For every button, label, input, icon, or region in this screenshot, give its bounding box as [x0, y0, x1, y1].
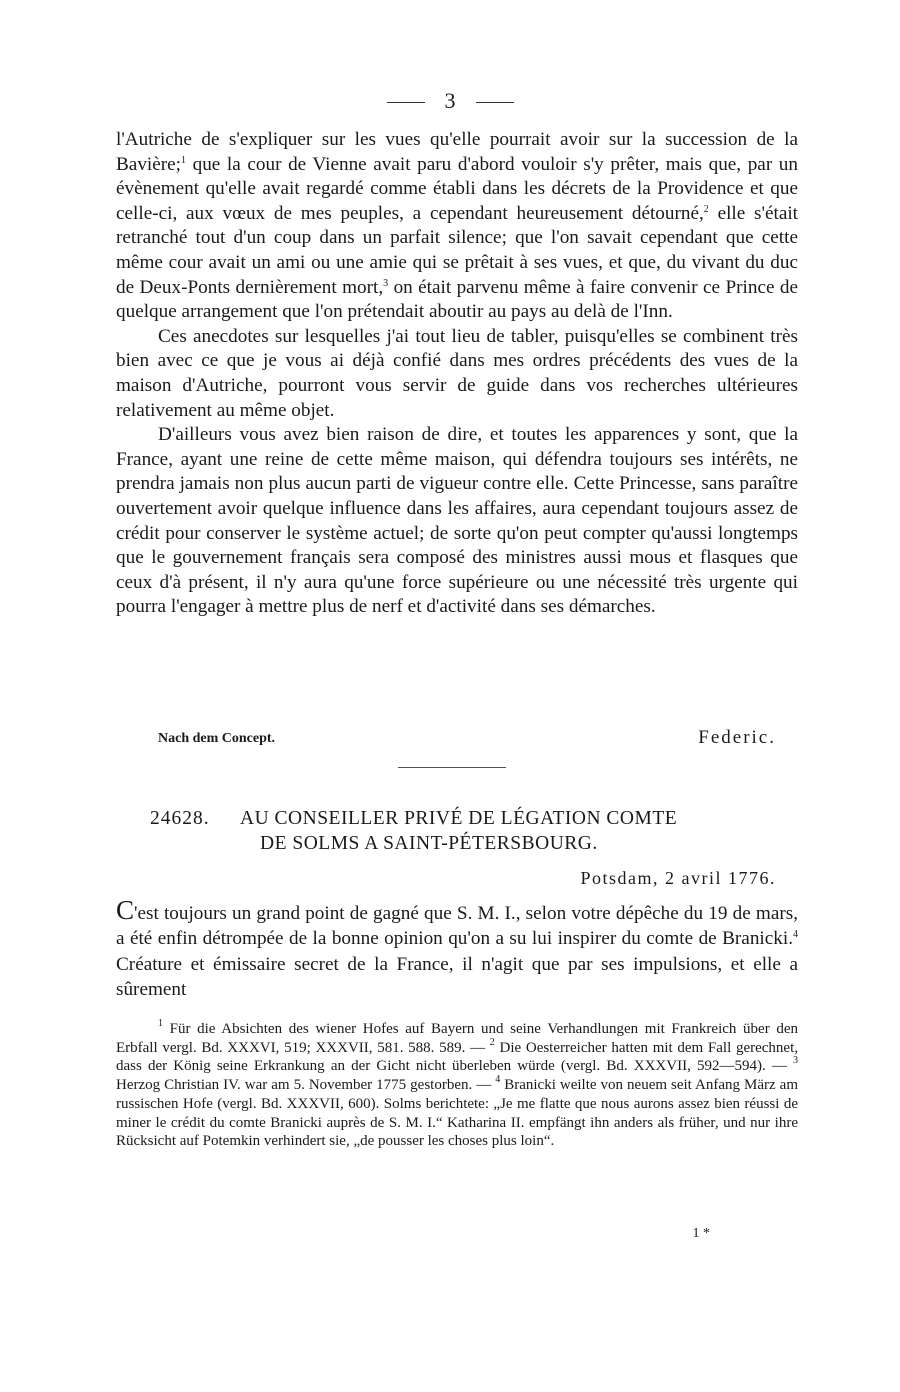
- footnote-mark-3: 3: [793, 1055, 798, 1067]
- drop-cap: C: [116, 895, 135, 925]
- paragraph-1-part-b: que la cour de Vienne avait paru d'abord vouloir s'y prêter, mais que, par un évènement qu'elle avait regardé comme établi dans les décrets de la Providence et que celle-ci, aux vœux de mes peuples, a cependant heureusement détourné,: [116, 153, 798, 224]
- document-title-line-2: DE SOLMS A SAINT-PÉTERSBOURG.: [260, 833, 598, 854]
- footnotes: [116, 1020, 798, 1151]
- page-header: [0, 88, 900, 114]
- dateline: Potsdam, 2 avril 1776.: [580, 868, 776, 888]
- footnote-ref-4: 4: [793, 929, 798, 941]
- section-divider: [398, 767, 506, 768]
- footnote-mark-4: 4: [495, 1074, 501, 1086]
- footnote-block: [116, 1020, 798, 1151]
- paragraph-2: Ces anecdotes sur lesquelles j'ai tout lieu de tabler, puisqu'elles se combinent très bien avec ce que je vous ai déjà confié dans mes ordres précédents des vues de la maison d'Autriche, pourront vous servir de guide dans vos recherches ultérieures relativement au même objet.: [116, 325, 798, 421]
- letter-text: [116, 895, 798, 1003]
- paragraph-1: [116, 128, 798, 325]
- letter-text-part-b: Créature et émissaire secret de la France, il n'agit que par ses impulsions, et elle a sûrement: [116, 953, 798, 1001]
- body-text: [116, 128, 798, 620]
- footnote-ref-2: 2: [703, 203, 709, 215]
- header-rule-left: [387, 102, 425, 103]
- source-note: Nach dem Concept.: [158, 731, 276, 746]
- paragraph-3: D'ailleurs vous avez bien raison de dire, et toutes les apparences y sont, que la France, ayant une reine de cette même maison, qui défendra toujours ses intérêts, ne prendra jamais non plus aucun parti de vigueur contre elle. Cette Princesse, sans paraître ouvertement avoir quelque influence dans les affaires, aura cependant toujours assez de crédit pour conserver le système actuel; de sorte qu'on peut compter qu'aussi longtemps que le gouvernement français sera composé des ministres aussi mous et flasques que ceux d'à présent, il n'y aura qu'une force supérieure ou une nécessité très urgente qui pourra l'engager à mettre plus de nerf et d'activité dans ses démarches.: [116, 424, 798, 618]
- signature-row: [158, 727, 776, 753]
- footnote-ref-3: 3: [383, 277, 389, 289]
- footnote-3: Herzog Christian IV. war am 5. November 1775 gestorben. —: [116, 1077, 496, 1094]
- header-rule-right: [476, 102, 514, 103]
- signature: Federic.: [698, 727, 776, 748]
- paragraph-1-part-c: elle s'était retranché tout d'un coup dans un parfait silence; que l'on savait cependant que cette même cour avait un ami ou une amie qui se prêtait à ses vues, et que, du vivant du duc de Deux-Ponts dernièrement mort,: [116, 202, 798, 298]
- sheet-signature-mark: 1 *: [692, 1226, 710, 1241]
- paragraph-1-part-d: on était parvenu même à faire convenir ce Prince de quelque arrangement que l'on prétendait aboutir au pays au delà de l'Inn.: [116, 276, 799, 323]
- footnote-2: Die Oesterreicher hatten mit dem Fall gerechnet, dass der König seine Erkrankung an der Gicht nicht überleben würde (vergl. Bd. XXXVII, 592—594). —: [116, 1039, 799, 1075]
- document-title-line-1: AU CONSEILLER PRIVÉ DE LÉGATION COMTE: [240, 808, 678, 829]
- letter-text-part-a: 'est toujours un grand point de gagné que S. M. I., selon votre dépêche du 19 de mars, a été enfin détrompée de la bonne opinion qu'on a su lui inspirer du comte de Branicki.: [116, 903, 798, 950]
- footnote-mark-2: 2: [489, 1036, 495, 1048]
- footnote-4: Branicki weilte von neuem seit Anfang März am russischen Hofe (vergl. Bd. XXXVII, 600). Solms berichtete: „Je me flatte que nous aurons assez bien réussi de miner le crédit du comte Branicki auprès de S. M. I.“ Katharina II. empfängt ihn anders als früher, und nur ihre Rücksicht auf Potemkin verhindert sie, „de pousser les choses plus loin“.: [116, 1077, 798, 1150]
- document-number: 24628.: [150, 808, 210, 829]
- footnote-1: Für die Absichten des wiener Hofes auf Bayern und seine Verhandlungen mit Frankreich über den Erbfall vergl. Bd. XXXVI, 519; XXXVII, 581. 588. 589. —: [116, 1021, 798, 1056]
- footnote-mark-1: 1: [158, 1018, 163, 1029]
- footnote-ref-1: 1: [181, 154, 186, 166]
- page-number: 3: [444, 88, 456, 113]
- paragraph-1-part-a: l'Autriche de s'expliquer sur les vues qu'elle pourrait avoir sur la succession de la Bavière;: [116, 129, 798, 175]
